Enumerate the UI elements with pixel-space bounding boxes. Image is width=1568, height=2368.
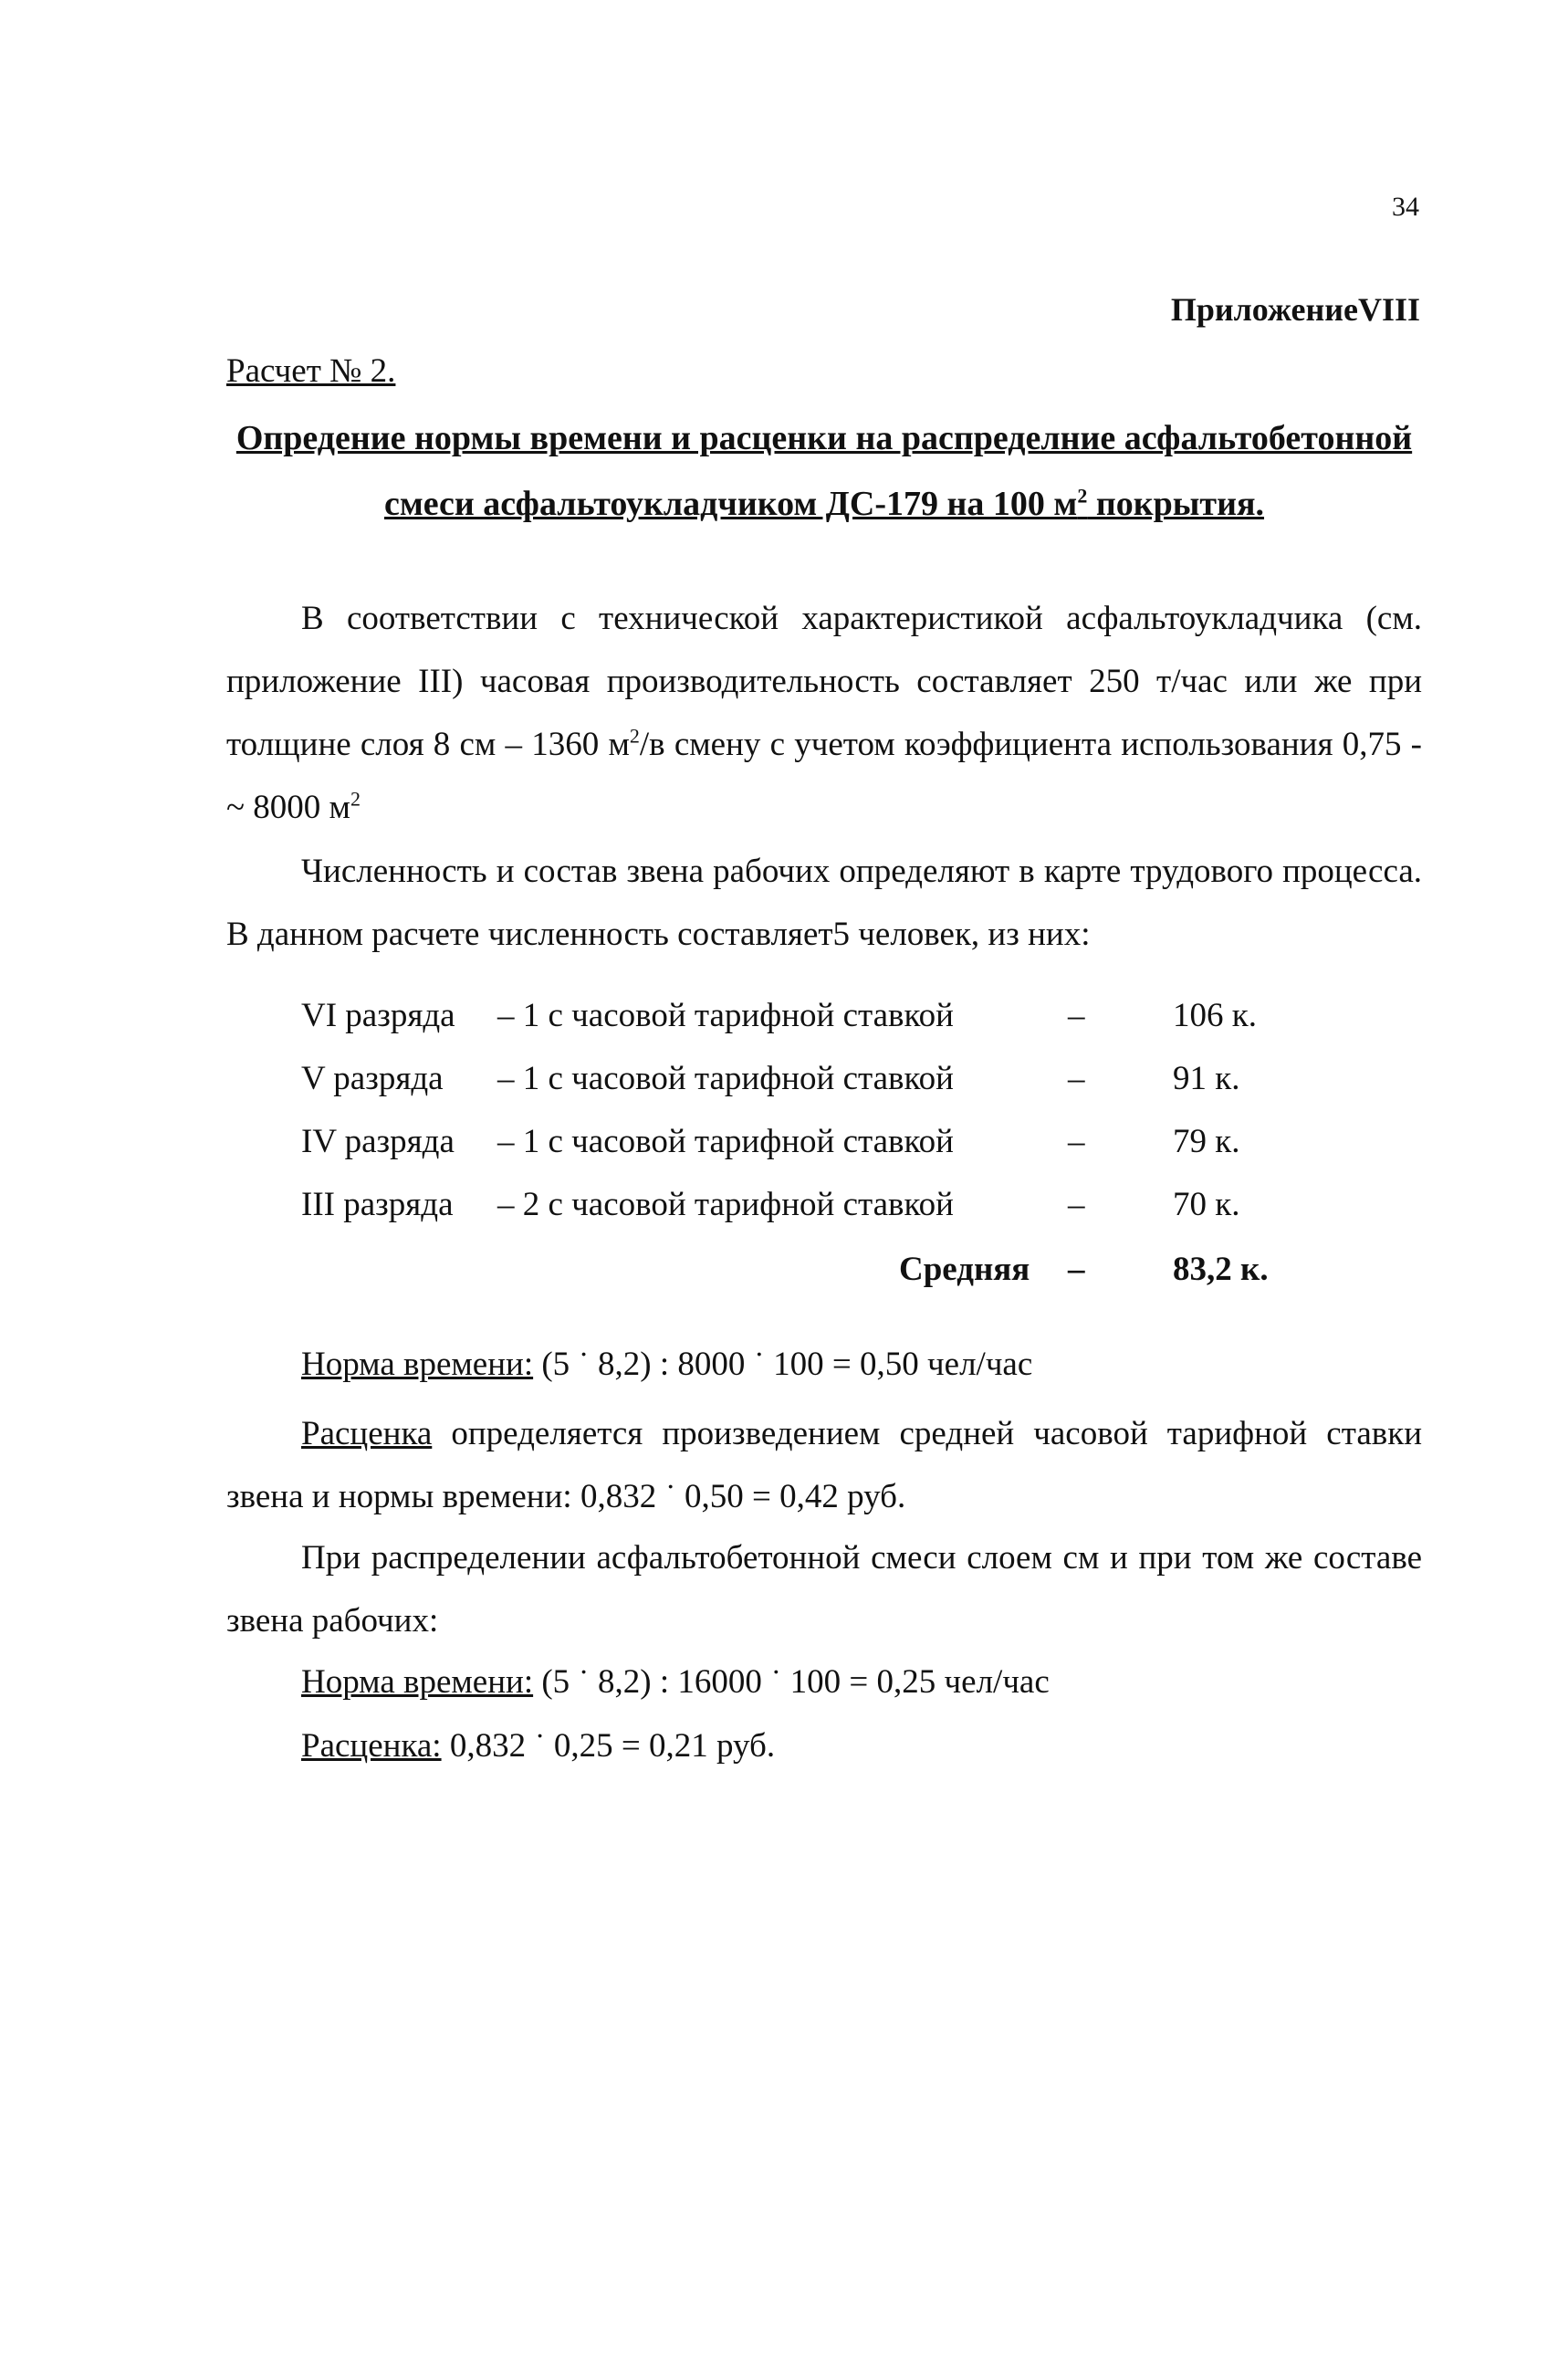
dash: – — [1068, 1251, 1085, 1288]
rate-formula: 0,832 ˙ 0,25 = 0,21 руб. — [441, 1727, 776, 1765]
worker-row — [301, 1110, 1305, 1173]
worker-grade: III разряда — [301, 1186, 454, 1223]
time-norm-label: Норма времени: — [301, 1346, 534, 1383]
time-norm-label: Норма времени: — [301, 1663, 534, 1701]
time-norm-2 — [301, 1650, 1050, 1713]
paragraph-text: В соответствии с технической характеристикой асфальтоукладчика (см. приложение III) часовая производительность составляет 250 т/час или же при толщине слоя 8 см – 1360 м — [226, 600, 1422, 763]
time-norm-formula: (5 ˙ 8,2) : 16000 ˙ 100 = 0,25 чел/час — [533, 1663, 1050, 1701]
worker-description: – 1 с часовой тарифной ставкой — [497, 997, 954, 1034]
worker-grade: VI разряда — [301, 997, 455, 1034]
document-title-line-2 — [226, 484, 1422, 524]
dash: – — [1068, 1060, 1085, 1097]
rate-2 — [301, 1714, 775, 1777]
paragraph-performance — [226, 587, 1422, 839]
worker-description: – 1 с часовой тарифной ставкой — [497, 1060, 954, 1097]
title-text: смеси асфальтоукладчиком ДС-179 на 100 м — [383, 485, 1078, 523]
rate-text: определяется произведением средней часовой тарифной ставки звена и нормы времени: 0,832 ˙ 0,50 = 0,42 руб. — [226, 1415, 1422, 1515]
worker-rate: 106 к. — [1173, 997, 1257, 1034]
title-superscript: 2 — [1077, 484, 1088, 508]
worker-rate: 91 к. — [1173, 1060, 1240, 1097]
worker-rate: 70 к. — [1173, 1186, 1240, 1223]
average-label: Средняя — [899, 1251, 1030, 1288]
title-text-end: покрытия. — [1087, 485, 1265, 523]
worker-description: – 2 с часовой тарифной ставкой — [497, 1186, 954, 1223]
appendix-heading: ПриложениеVIII — [1170, 291, 1420, 328]
worker-row — [301, 984, 1305, 1047]
time-norm-formula: (5 ˙ 8,2) : 8000 ˙ 100 = 0,50 чел/час — [533, 1346, 1033, 1383]
superscript: 2 — [350, 787, 361, 811]
rate-paragraph — [226, 1402, 1422, 1528]
rate-label: Расценка: — [301, 1727, 442, 1765]
worker-description: – 1 с часовой тарифной ставкой — [497, 1123, 954, 1160]
paragraph-crew: Численность и состав звена рабочих определяют в карте трудового процесса. В данном расчете численность составляет5 человек, из них: — [226, 853, 1422, 953]
page-number: 34 — [1392, 192, 1419, 222]
time-norm-1 — [301, 1333, 1032, 1396]
paragraph-layer: При распределении асфальтобетонной смеси слоем см и при том же составе звена рабочих: — [226, 1539, 1422, 1640]
worker-row — [301, 1047, 1305, 1110]
worker-rate: 79 к. — [1173, 1123, 1240, 1160]
average-row — [301, 1238, 1305, 1301]
worker-grade: V разряда — [301, 1060, 444, 1097]
dash: – — [1068, 997, 1085, 1034]
document-title-line-1: Опредение нормы времени и расценки на распределние асфальтобетонной — [235, 419, 1413, 457]
dash: – — [1068, 1123, 1085, 1160]
average-value: 83,2 к. — [1173, 1251, 1269, 1288]
worker-grade: IV разряда — [301, 1123, 455, 1160]
paragraph-text: /в смену с учетом коэффициента использования 0,75 - ~ 8000 м — [226, 726, 1422, 826]
rate-label: Расценка — [301, 1415, 433, 1452]
superscript: 2 — [629, 724, 640, 748]
calculation-label: Расчет № 2. — [226, 352, 396, 390]
dash: – — [1068, 1186, 1085, 1223]
worker-row — [301, 1173, 1305, 1236]
